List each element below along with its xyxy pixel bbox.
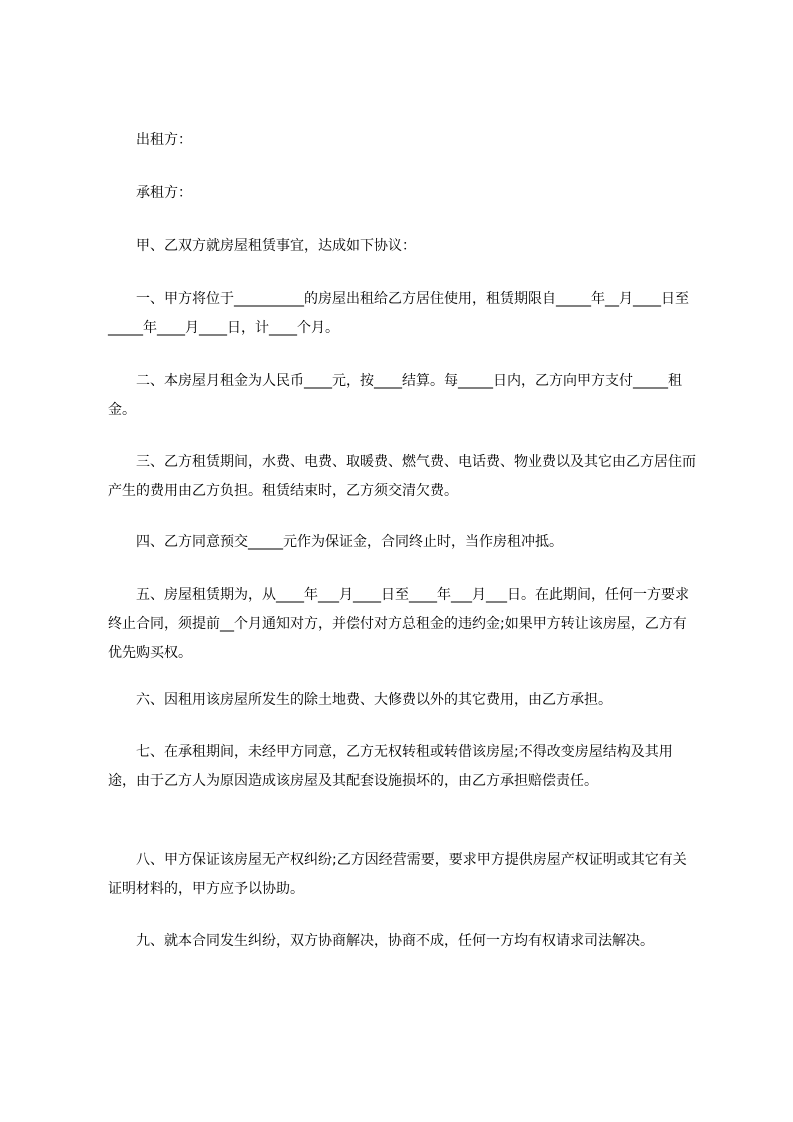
clause-8: 八、甲方保证该房屋无产权纠纷;乙方因经营需要，要求甲方提供房屋产权证明或其它有关证明材料的，甲方应予以协助。 — [108, 852, 687, 897]
clause-2: 二、本房屋月租金为人民币____元，按____结算。每_____日内，乙方向甲方支付_____租金。 — [108, 373, 682, 418]
lessor-label: 出租方： — [136, 132, 192, 148]
clause-5: 五、房屋租赁期为，从____年___月____日至____年___月___日。在此期间，任何一方要求终止合同，须提前__个月通知对方，并偿付对方总租金的违约金;如果甲方转让该房屋，乙方有优先购买权。 — [108, 587, 689, 661]
clause-4: 四、乙方同意预交_____元作为保证金，合同终止时，当作房租冲抵。 — [136, 534, 563, 550]
clause-6: 六、因租用该房屋所发生的除土地费、大修费以外的其它费用，由乙方承担。 — [136, 692, 612, 708]
clause-7: 七、在承租期间，未经甲方同意，乙方无权转租或转借该房屋;不得改变房屋结构及其用途，由于乙方人为原因造成该房屋及其配套设施损坏的，由乙方承担赔偿责任。 — [108, 744, 673, 789]
clause-1: 一、甲方将位于__________的房屋出租给乙方居住使用，租赁期限自_____年__月____日至_____年____月____日，计____个月。 — [108, 291, 689, 336]
clause-3: 三、乙方租赁期间，水费、电费、取暖费、燃气费、电话费、物业费以及其它由乙方居住而产生的费用由乙方负担。租赁结束时，乙方须交清欠费。 — [108, 454, 696, 499]
clause-9: 九、就本合同发生纠纷，双方协商解决，协商不成，任何一方均有权请求司法解决。 — [136, 933, 654, 949]
lessee-label: 承租方： — [136, 185, 192, 201]
preamble: 甲、乙双方就房屋租赁事宜，达成如下协议： — [136, 238, 416, 254]
